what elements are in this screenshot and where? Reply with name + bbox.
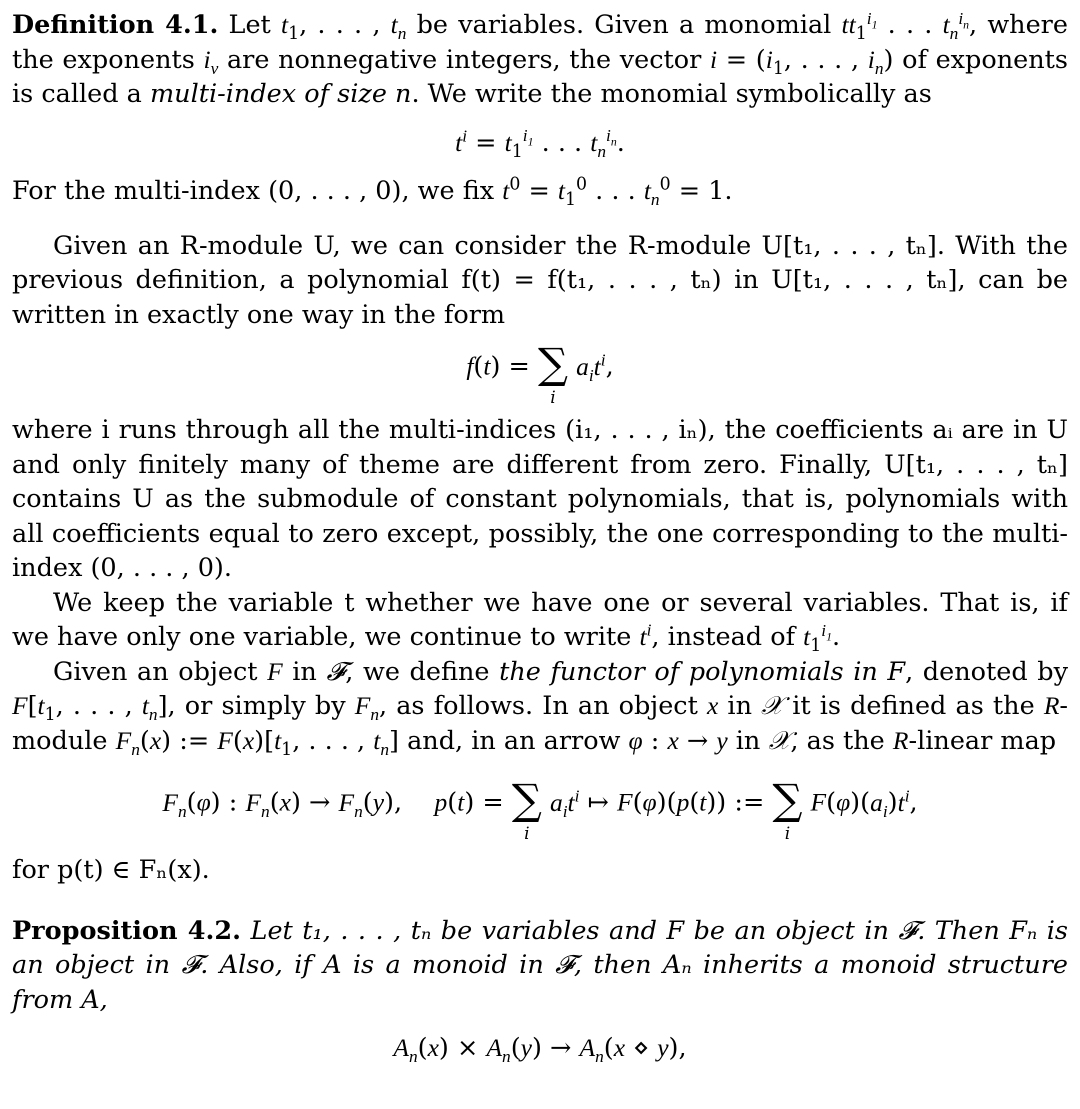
write-symbolically-text: We write the monomial symbolically as bbox=[427, 79, 932, 109]
proposition-label: Proposition 4.2. bbox=[12, 915, 242, 946]
definition-paragraph: Definition 4.1. Let $t_1$, . . . , $t_n$ be variables. Given a monomial $tt_1^{i_1}$ . . . $t_n^{i_n}$, where the exponents $i_\nu$ are nonnegative integers, the vector $i = (i_1$, . . . , $i_n$) of exponents is called a multi-index of size n. We write the monomial symbolically as bbox=[12, 8, 1068, 109]
keep-variable-paragraph: We keep the variable t whether we have one or several variables. That is, if we have only one variable, we continue to write $t^i$, instead of $t_1^{i_1}$. bbox=[12, 587, 1068, 657]
functor-map-equation: $F_n(\varphi)$ : $F_n(x) \to F_n(y)$, p(t) = ∑ i $a_it^i$ ↦ F(φ)(p(t)) := ∑ i $F(\varphi)(a_i)t^i$, bbox=[162, 775, 918, 844]
functor-paragraph: Given an object F in 𝓕, we define the functor of polynomials in F, denoted by $F[t_1$, . . . , $t_n$], or simply by $F_n$, as follows. In an object x in 𝒳 it is defined as the R-module $F_n(x)$ := $F(x)[t_1$, . . . , $t_n$] and, in an arrow φ : x → y in 𝒳, as the R-linear map bbox=[12, 656, 1069, 760]
multi-index-term: multi-index of size n bbox=[149, 79, 412, 109]
proposition-paragraph bbox=[12, 914, 1068, 1018]
definition-label: Definition 4.1. bbox=[12, 10, 219, 40]
monoid-equation: $A_n(x) \times A_n(y) \to A_n(x$ ⋄ y), bbox=[393, 1033, 687, 1067]
functor-term: the functor of polynomials in F bbox=[499, 656, 906, 687]
module-intro-paragraph: Given an R-module U, we can consider the R-module U[t₁, . . . , tₙ]. With the previous definition, a polynomial f(t) = f(t₁, . . . , tₙ) in U[t₁, . . . , tₙ], can be written in exactly one way in the form bbox=[12, 230, 1068, 330]
runs-through-paragraph: where i runs through all the multi-indices (i₁, . . . , iₙ), the coefficients aᵢ are in U and only finitely many of theme are different from zero. Finally, U[t₁, . . . , tₙ] contains U as the submodule of constant polynomials, that is, polynomials with all coefficients equal to zero except, possibly, the one corresponding to the multi-index (0, . . . , 0). bbox=[12, 415, 1068, 583]
polynomial-sum-equation: f(t) = ∑ i $a_it^i$, bbox=[466, 339, 614, 408]
proposition-text: Let t₁, . . . , tₙ be variables and F be an object in 𝓕. Then Fₙ is an object in 𝓕. Also, if A is a monoid in 𝓕, then Aₙ inherits a monoid structure from A, bbox=[12, 915, 1068, 1015]
zero-index-paragraph: For the multi-index (0, . . . , 0), we fix $t^0 = t_1^0$ . . . $t_n^0 = 1$. bbox=[12, 174, 733, 211]
monomial-equation: $t^i = t_1^{i_1}$ . . . $t_n^{i_n}$. bbox=[455, 126, 625, 162]
for-p-line: for p(t) ∈ Fₙ(x). bbox=[12, 855, 210, 885]
